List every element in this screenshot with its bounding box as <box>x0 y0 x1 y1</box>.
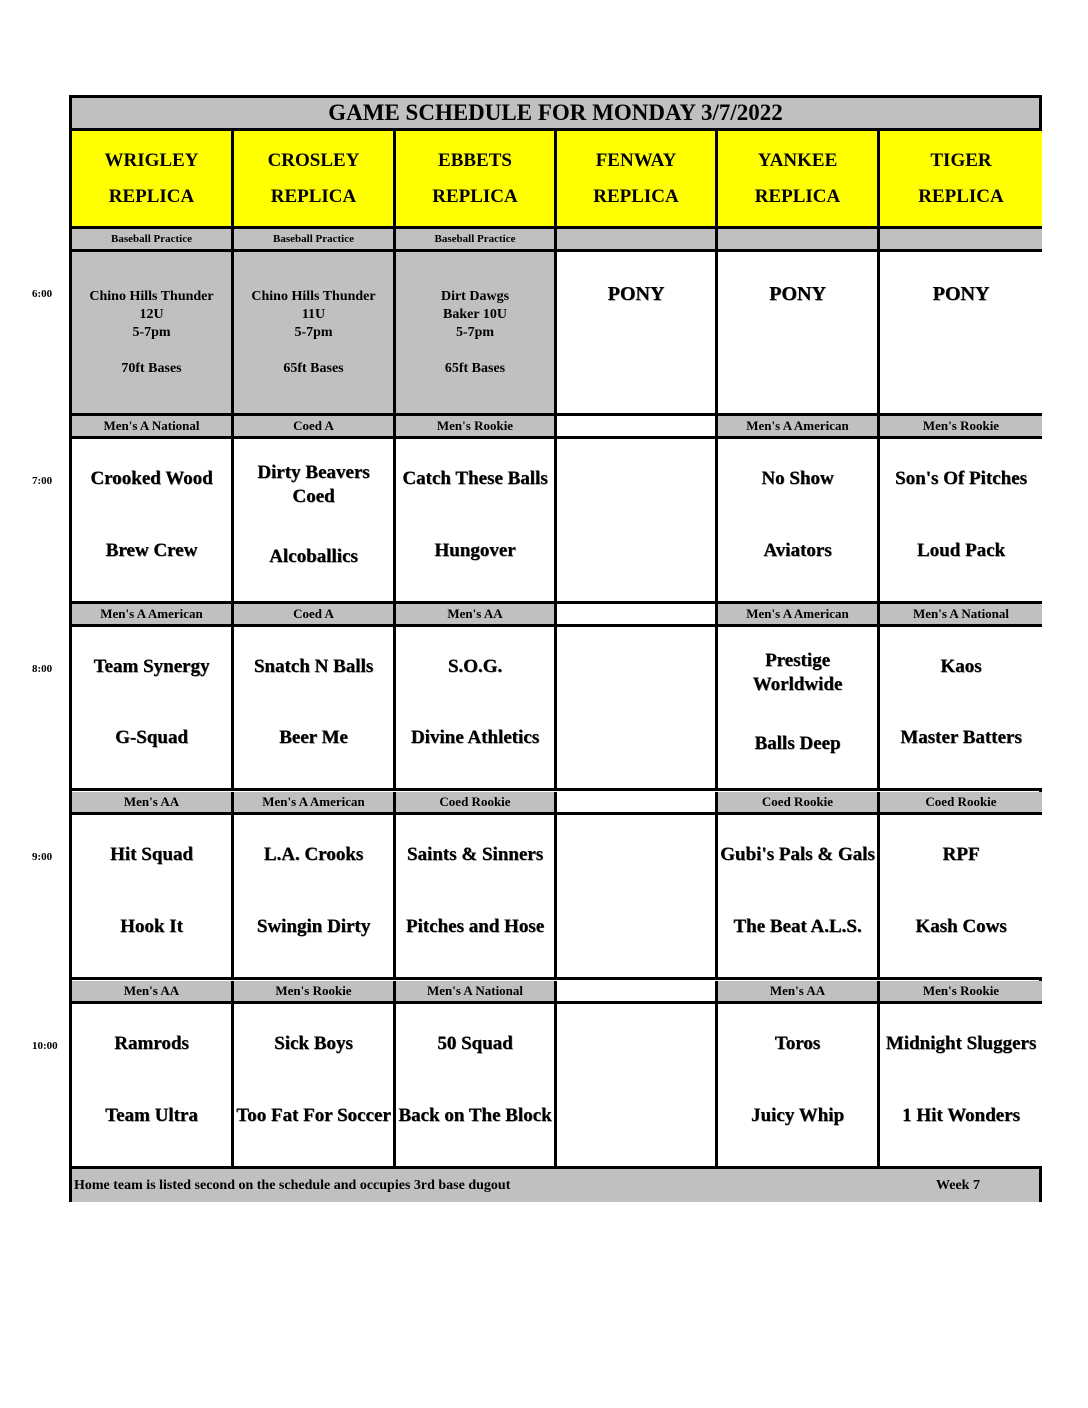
away-team: L.A. Crooks <box>263 844 364 865</box>
field-header-ebbets <box>396 131 557 229</box>
division-label: Coed Rookie <box>880 792 1042 815</box>
field-header-tiger <box>880 131 1042 229</box>
field-name: EBBETS <box>438 149 512 171</box>
pony-cell <box>718 252 880 416</box>
time-label: 6:00 <box>32 288 53 300</box>
field-name: YANKEE <box>757 149 838 171</box>
division-label: Baseball Practice <box>234 229 396 252</box>
week-label: Week 7 <box>936 1177 980 1193</box>
division-label: Men's AA <box>718 981 880 1004</box>
practice-cell <box>234 252 396 416</box>
away-team: Snatch N Balls <box>253 655 374 677</box>
away-team: 50 Squad <box>437 1033 513 1054</box>
away-team: Gubi's Pals & Gals <box>720 844 875 865</box>
division-label <box>557 981 718 1004</box>
schedule-title: GAME SCHEDULE FOR MONDAY 3/7/2022 <box>72 98 1039 131</box>
game-cell <box>880 815 1042 980</box>
game-cell <box>72 1004 234 1169</box>
field-type: REPLICA <box>270 185 357 207</box>
field-header-fenway <box>557 131 718 229</box>
away-team: RPF <box>942 844 980 865</box>
practice-team: Dirt Dawgs <box>440 289 510 304</box>
field-name: WRIGLEY <box>104 149 199 171</box>
away-team: Hit Squad <box>110 844 193 865</box>
division-label: Men's A National <box>72 416 234 439</box>
division-label: Men's Rookie <box>880 981 1042 1004</box>
field-type: REPLICA <box>918 185 1004 207</box>
pony-label: PONY <box>607 283 665 305</box>
away-team: Son's Of Pitches <box>895 468 1027 489</box>
practice-team: Chino Hills Thunder <box>251 289 376 304</box>
practice-bases: 70ft Bases <box>121 361 182 376</box>
division-label: Men's A American <box>718 416 880 439</box>
division-label: Men's Rookie <box>396 416 557 439</box>
home-team: Beer Me <box>279 727 348 749</box>
game-cell <box>72 627 234 791</box>
footer-note: Home team is listed second on the schedule and occupies 3rd base dugout <box>74 1177 511 1193</box>
field-type: REPLICA <box>593 185 679 207</box>
division-label: Men's A American <box>234 792 396 815</box>
away-team: S.O.G. <box>447 655 503 677</box>
schedule-sheet <box>69 95 1042 1202</box>
away-team: Team Synergy <box>93 655 210 677</box>
division-label <box>880 229 1042 252</box>
field-name: FENWAY <box>595 149 677 171</box>
practice-group: 11U <box>301 307 326 322</box>
home-team: Alcoballics <box>269 546 358 567</box>
pony-cell <box>557 252 718 416</box>
home-team: Kash Cows <box>915 916 1007 937</box>
home-team: Too Fat For Soccer <box>236 1105 391 1126</box>
game-cell <box>557 627 718 791</box>
division-label: Baseball Practice <box>72 229 234 252</box>
division-label: Men's AA <box>72 792 234 815</box>
division-label: Men's A American <box>72 604 234 627</box>
away-team: Dirty Beavers Coed <box>257 462 370 507</box>
division-label: Men's A National <box>396 981 557 1004</box>
game-cell <box>72 439 234 604</box>
pony-label: PONY <box>769 283 826 305</box>
away-team: Kaos <box>940 655 982 677</box>
division-label: Coed A <box>234 604 396 627</box>
home-team: Divine Athletics <box>410 727 540 749</box>
home-team: Team Ultra <box>105 1105 198 1126</box>
division-label: Men's Rookie <box>234 981 396 1004</box>
game-cell <box>880 1004 1042 1169</box>
home-team: Swingin Dirty <box>256 916 371 937</box>
home-team: Loud Pack <box>916 540 1006 561</box>
home-team: Juicy Whip <box>750 1105 845 1126</box>
practice-bases: 65ft Bases <box>283 361 344 376</box>
time-label: 7:00 <box>32 475 53 487</box>
away-team: Catch These Balls <box>402 468 548 489</box>
game-cell <box>718 627 880 791</box>
game-cell <box>718 1004 880 1169</box>
division-label <box>557 792 718 815</box>
game-cell <box>880 627 1042 791</box>
game-cell <box>557 815 718 980</box>
home-team: The Beat A.L.S. <box>733 916 862 937</box>
game-cell <box>234 439 396 604</box>
away-team: Midnight Sluggers <box>885 1033 1037 1054</box>
home-team: Brew Crew <box>105 540 198 561</box>
division-label <box>557 604 718 627</box>
field-header-yankee <box>718 131 880 229</box>
field-header-crosley <box>234 131 396 229</box>
practice-group: Baker 10U <box>443 307 507 322</box>
game-cell <box>396 439 557 604</box>
division-label <box>718 229 880 252</box>
time-label: 8:00 <box>32 663 53 675</box>
field-type: REPLICA <box>754 185 841 207</box>
game-cell <box>72 815 234 980</box>
division-label: Men's A National <box>880 604 1042 627</box>
time-label: 9:00 <box>32 851 53 863</box>
game-cell <box>396 1004 557 1169</box>
home-team: 1 Hit Wonders <box>902 1105 1020 1126</box>
away-team: Saints & Sinners <box>406 844 544 865</box>
home-team: Hook It <box>120 916 183 937</box>
home-team: Pitches and Hose <box>405 916 545 937</box>
field-name: CROSLEY <box>267 149 360 171</box>
footer-bar <box>72 1169 1039 1202</box>
time-label: 10:00 <box>32 1040 58 1052</box>
away-team: Sick Boys <box>274 1033 353 1054</box>
pony-label: PONY <box>932 283 990 305</box>
practice-team: Chino Hills Thunder <box>89 289 214 304</box>
division-label <box>557 229 718 252</box>
home-team: Back on The Block <box>398 1105 552 1126</box>
practice-hours: 5-7pm <box>132 325 171 340</box>
home-team: G-Squad <box>115 727 188 749</box>
pony-cell <box>880 252 1042 416</box>
division-label: Men's Rookie <box>880 416 1042 439</box>
field-header-wrigley <box>72 131 234 229</box>
away-team: No Show <box>761 468 834 489</box>
practice-cell <box>72 252 234 416</box>
game-cell <box>396 627 557 791</box>
division-label: Men's AA <box>396 604 557 627</box>
home-team: Master Batters <box>900 727 1022 749</box>
field-name: TIGER <box>930 149 992 171</box>
division-label: Baseball Practice <box>396 229 557 252</box>
game-cell <box>718 439 880 604</box>
game-cell <box>396 815 557 980</box>
practice-cell <box>396 252 557 416</box>
game-cell <box>557 1004 718 1169</box>
home-team: Aviators <box>763 540 832 561</box>
practice-hours: 5-7pm <box>294 325 333 340</box>
game-cell <box>557 439 718 604</box>
game-cell <box>234 627 396 791</box>
field-type: REPLICA <box>108 185 195 207</box>
game-cell <box>234 1004 396 1169</box>
away-team: Toros <box>774 1033 821 1054</box>
division-label: Coed A <box>234 416 396 439</box>
away-team: Prestige Worldwide <box>752 649 843 695</box>
division-label <box>557 416 718 439</box>
away-team: Ramrods <box>114 1033 189 1054</box>
away-team: Crooked Wood <box>90 468 213 489</box>
division-label: Coed Rookie <box>396 792 557 815</box>
game-cell <box>880 439 1042 604</box>
practice-bases: 65ft Bases <box>444 361 506 376</box>
field-type: REPLICA <box>432 185 518 207</box>
division-label: Men's AA <box>72 981 234 1004</box>
home-team: Hungover <box>434 540 516 561</box>
game-cell <box>234 815 396 980</box>
game-cell <box>718 815 880 980</box>
practice-hours: 5-7pm <box>455 325 495 340</box>
division-label: Men's A American <box>718 604 880 627</box>
division-label: Coed Rookie <box>718 792 880 815</box>
home-team: Balls Deep <box>754 733 841 755</box>
practice-group: 12U <box>139 307 164 322</box>
